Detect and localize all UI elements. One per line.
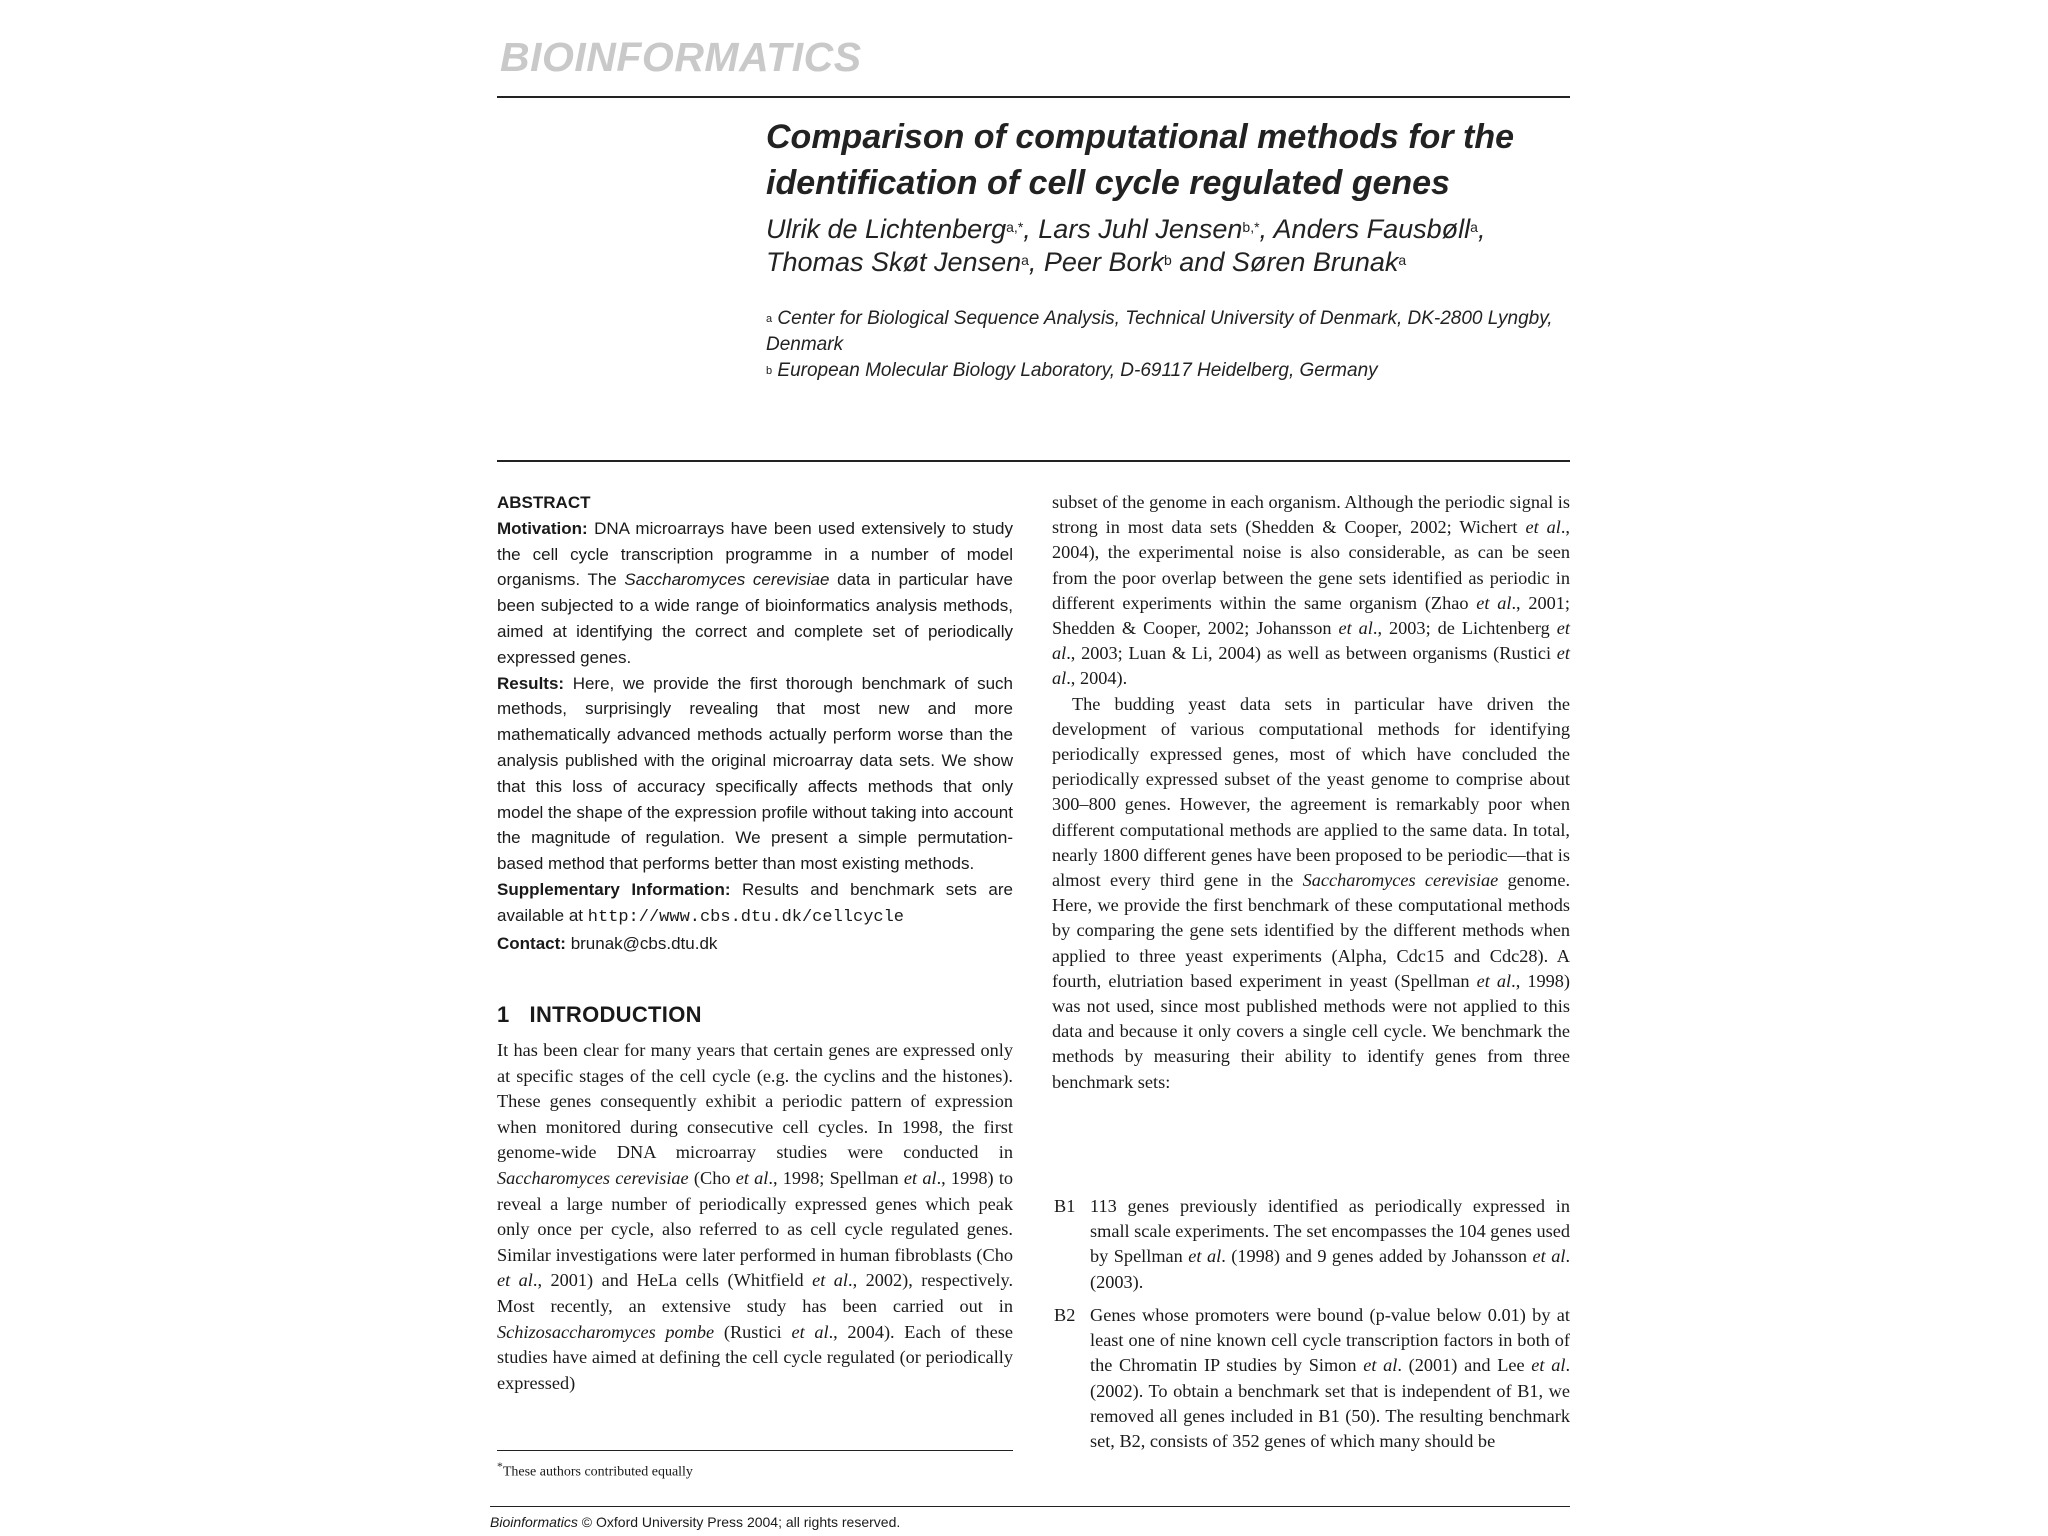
author-affiliation-mark: a xyxy=(1398,252,1407,268)
author-name: Thomas Skøt Jensen xyxy=(766,247,1022,277)
right-column-text xyxy=(1052,490,1570,1095)
author-separator: , xyxy=(1477,214,1486,244)
author-name: Lars Juhl Jensen xyxy=(1038,214,1243,244)
copyright-footer xyxy=(490,1514,900,1530)
affiliation xyxy=(766,306,1586,358)
author-name: Ulrik de Lichtenberg xyxy=(766,214,1007,244)
italic-text: et al xyxy=(1188,1246,1222,1267)
text-run: . (1998) and 9 genes added by Johansson xyxy=(1221,1246,1533,1267)
text-run: ., 1998) to reveal a large number of periodically expressed genes which peak only once per cycle, also referred to as cell cycle regulated genes. Similar investigations were later performed in human fibroblasts (Cho xyxy=(497,1167,1014,1265)
motivation-species: Saccharomyces cerevisiae xyxy=(624,570,830,590)
italic-text: Saccharomyces cerevisiae xyxy=(497,1167,689,1188)
supplementary-url-link[interactable]: http://www.cbs.dtu.dk/cellcycle xyxy=(587,907,905,927)
footnote-text: These authors contributed equally xyxy=(502,1464,693,1480)
abstract-rule xyxy=(497,460,1570,462)
italic-text: et al xyxy=(1525,517,1561,538)
motivation-text-2: data in particular have been subjected to a wide range of bioinformatics analysis methods, aimed at identifying the correct and complete set of periodically expressed genes. xyxy=(497,570,1013,667)
text-run: . (2002). To obtain a benchmark set that is independent of B1, we removed all genes included in B1 (50). The resulting benchmark set, B2, consists of 352 genes of which many should be xyxy=(1090,1355,1571,1452)
supplementary-label: Supplementary Information: xyxy=(497,879,731,899)
text-run: ., 2001) and HeLa cells (Whitfield xyxy=(532,1270,813,1291)
footnote xyxy=(497,1460,693,1481)
text-run: . (2001) and Lee xyxy=(1397,1355,1532,1376)
author-affiliation-mark: a xyxy=(1021,252,1029,268)
text-run: ., 2004). xyxy=(1066,668,1128,689)
author-name: Peer Bork xyxy=(1043,247,1164,277)
text-run: . (2003). xyxy=(1090,1246,1571,1292)
affiliations xyxy=(766,306,1586,384)
benchmark-item-b2 xyxy=(1054,1303,1570,1454)
results-text: Here, we provide the first thorough benchmark of such methods, surprisingly revealing that most new and more mathematically advanced methods actually perform worse than the analysis published with the original microarray data sets. We show that this loss of accuracy specifically affects methods that only model the shape of the expression profile without taking into account the magnitude of regulation. We present a simple permutation-based method that performs better than most existing methods. xyxy=(497,673,1013,874)
footer-journal: Bioinformatics xyxy=(490,1514,578,1530)
abstract-heading: ABSTRACT xyxy=(497,493,591,512)
footnote-rule xyxy=(497,1450,1013,1451)
text-run: (Rustici xyxy=(714,1321,792,1342)
italic-text: et al xyxy=(1363,1355,1398,1376)
abstract xyxy=(497,490,1013,956)
author-separator: and xyxy=(1171,247,1232,277)
abstract-results xyxy=(497,671,1013,877)
text-run: ., 2002), respectively. Most recently, an extensive study has been carried out in xyxy=(497,1270,1014,1316)
section-number: 1 xyxy=(497,1002,510,1027)
affiliation-text: Center for Biological Sequence Analysis, Technical University of Denmark, DK-2800 Lyngby, Denmark xyxy=(766,308,1553,355)
author-separator: , xyxy=(1023,214,1039,244)
text-run: ., 2004). Each of these studies have aimed at defining the cell cycle regulated (or periodically expressed) xyxy=(497,1321,1014,1393)
text-run: ., 2001; Shedden & Cooper, 2002; Johansson xyxy=(1052,592,1570,639)
footer-rule xyxy=(490,1506,1570,1507)
text-run: (Cho xyxy=(688,1167,736,1188)
text-run: subset of the genome in each organism. Although the periodic signal is strong in most data sets (Shedden & Cooper, 2002; Wichert xyxy=(1052,492,1570,538)
benchmark-id: B1 xyxy=(1054,1196,1076,1216)
italic-text: et al xyxy=(1476,970,1512,991)
italic-text: Schizosaccharomyces pombe xyxy=(497,1321,715,1342)
paragraph-benchmark-intro xyxy=(1052,692,1570,1095)
motivation-text: DNA microarrays have been used extensively to study the cell cycle transcription programme in a number of model organisms. The xyxy=(497,518,1013,590)
italic-text: et al xyxy=(791,1321,829,1342)
benchmark-description xyxy=(1090,1303,1570,1454)
introduction-body xyxy=(497,1038,1013,1396)
benchmark-description xyxy=(1090,1194,1570,1295)
author-affiliation-mark: a xyxy=(1470,219,1478,235)
italic-text: et al xyxy=(1531,1355,1566,1376)
italic-text: et al xyxy=(1338,618,1373,639)
text-run: ., 2004), the experimental noise is also considerable, as can be seen from the poor overlap between the gene sets identified as periodic in different experiments within the same organism (Zhao xyxy=(1052,517,1570,613)
journal-name: BIOINFORMATICS xyxy=(500,34,862,80)
results-label: Results: xyxy=(497,673,565,693)
section-heading-introduction xyxy=(497,1002,702,1028)
text-run: It has been clear for many years that certain genes are expressed only at specific stages of the cell cycle (e.g. the cyclins and the histones). These genes consequently exhibit a periodic pattern of expression when monitored during consecutive cell cycles. In 1998, the first genome-wide DNA microarray studies were conducted in xyxy=(497,1040,1013,1163)
benchmark-id: B2 xyxy=(1054,1305,1076,1325)
italic-text: et al xyxy=(1532,1246,1566,1267)
text-run: ., 2003; de Lichtenberg xyxy=(1372,618,1557,639)
paper-title: Comparison of computational methods for the identification of cell cycle regulated genes xyxy=(766,118,1515,202)
paragraph-continued xyxy=(1052,490,1570,692)
italic-text: et al xyxy=(1476,592,1512,613)
contact-label: Contact: xyxy=(497,933,566,953)
affiliation-text: European Molecular Biology Laboratory, D-69117 Heidelberg, Germany xyxy=(772,360,1378,381)
header-rule xyxy=(497,96,1570,98)
abstract-contact xyxy=(497,931,1013,957)
introduction-paragraph xyxy=(497,1038,1013,1396)
italic-text: Saccharomyces cerevisiae xyxy=(1302,870,1499,891)
benchmark-item-b1 xyxy=(1054,1194,1570,1295)
affiliation-mark: a xyxy=(766,313,773,325)
italic-text: et al xyxy=(497,1270,533,1291)
italic-text: et al xyxy=(735,1167,769,1188)
text-run: genome. Here, we provide the first benchmark of these computational methods by comparing the gene sets identified by the different methods when applied to three yeast experiments (Alpha, Cdc15 and Cdc28). A fourth, elutriation based experiment in yeast (Spellman xyxy=(1052,870,1571,991)
supplementary-text: Results and benchmark sets are available at xyxy=(497,879,1013,925)
footer-copyright: © Oxford University Press 2004; all rights reserved. xyxy=(577,1514,901,1530)
affiliation xyxy=(766,358,1586,384)
italic-text: et al xyxy=(1052,618,1570,664)
author-affiliation-mark: b xyxy=(1163,252,1172,268)
text-run: ., 1998) was not used, since most published methods were not applied to this data and because it only covers a single cell cycle. We benchmark the methods by measuring their ability to identify genes from three benchmark sets: xyxy=(1052,970,1570,1092)
author-name: Søren Brunak xyxy=(1231,247,1399,277)
affiliation-mark: b xyxy=(766,365,773,377)
footnote-mark: * xyxy=(497,1460,503,1473)
contact-email-link[interactable]: brunak@cbs.dtu.dk xyxy=(570,933,718,953)
section-title: INTRODUCTION xyxy=(529,1002,702,1027)
author-name: Anders Fausbøll xyxy=(1273,214,1471,244)
italic-text: et al xyxy=(903,1167,937,1188)
text-run: Genes whose promoters were bound (p-value below 0.01) by at least one of nine known cell cycle transcription factors in both of the Chromatin IP studies by Simon xyxy=(1090,1305,1570,1376)
text-run: ., 1998; Spellman xyxy=(768,1167,904,1188)
author-affiliation-mark: b,* xyxy=(1242,219,1260,235)
abstract-motivation xyxy=(497,516,1013,671)
motivation-label: Motivation: xyxy=(497,518,588,538)
italic-text: et al xyxy=(1052,643,1570,689)
text-run: 113 genes previously identified as periodically expressed in small scale experiments. The set encompasses the 104 genes used by Spellman xyxy=(1090,1196,1570,1267)
author-separator: , xyxy=(1259,214,1274,244)
abstract-supplementary xyxy=(497,877,1013,931)
author-affiliation-mark: a,* xyxy=(1006,219,1024,235)
text-run: ., 2003; Luan & Li, 2004) as well as between organisms (Rustici xyxy=(1066,643,1557,664)
italic-text: et al xyxy=(812,1270,849,1291)
author-list xyxy=(766,213,1586,279)
author-separator: , xyxy=(1028,247,1044,277)
text-run: The budding yeast data sets in particular have driven the development of various computational methods for identifying periodically expressed genes, most of which have concluded the periodically expressed subset of the yeast genome to comprise about 300–800 genes. However, the agreement is remarkably poor when different computational methods are applied to the same data. In total, nearly 1800 different genes have been proposed to be periodic—that is almost every third gene in the xyxy=(1052,693,1570,891)
